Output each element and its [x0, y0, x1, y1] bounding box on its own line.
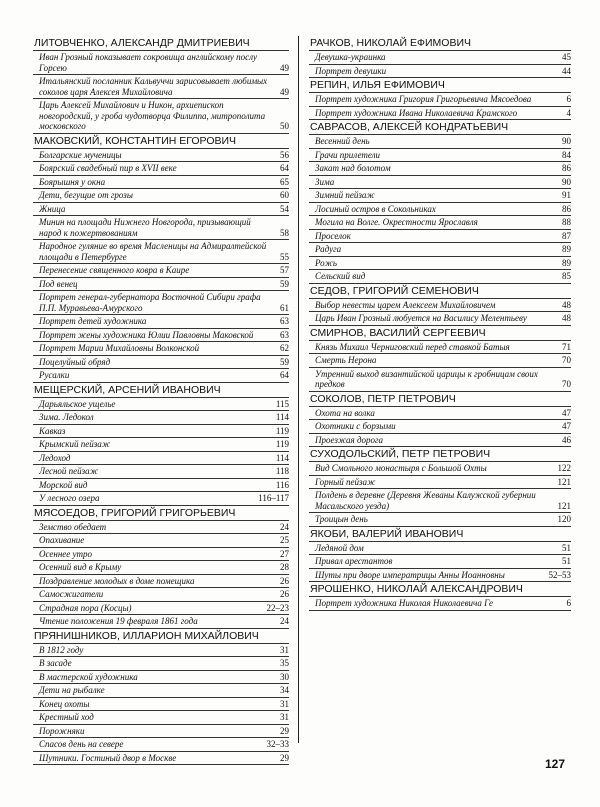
work-page-number: 54: [280, 203, 289, 214]
work-title: Зимний пейзаж: [315, 190, 375, 200]
list-item: [309, 461, 571, 475]
work-page-number: 89: [562, 244, 571, 254]
work-title: Боярский свадебный пир в XVII веке: [39, 163, 177, 173]
column-divider: [298, 36, 299, 743]
artist-entry: [33, 134, 289, 383]
work-title: Закат над болотом: [315, 163, 391, 173]
artist-entry: [33, 36, 289, 134]
artist-entry: [309, 527, 571, 583]
work-title: Сельский вид: [315, 271, 366, 281]
work-page-number: 25: [280, 535, 289, 545]
work-title: Морской вид: [39, 479, 88, 490]
list-item: [309, 406, 571, 420]
list-item: [309, 161, 571, 175]
work-title: Дети, бегущие от грозы: [39, 190, 133, 200]
list-item: [33, 215, 289, 239]
work-page-number: 59: [280, 278, 289, 289]
work-page-number: 56: [280, 149, 289, 160]
list-item: [33, 424, 289, 438]
work-page-number: 47: [562, 407, 571, 418]
list-item: [309, 269, 571, 284]
list-item: [309, 148, 571, 162]
work-page-number: 45: [562, 52, 571, 62]
work-page-number: 6: [566, 598, 571, 608]
work-page-number: 22–23: [266, 602, 289, 613]
work-title: Девушка-украинка: [315, 52, 386, 62]
work-page-number: 62: [280, 343, 289, 353]
work-title: Портрет художника Григория Григорьевича Мясоедова: [315, 94, 532, 104]
list-item: [33, 437, 289, 451]
list-item: [309, 419, 571, 433]
work-page-number: 31: [280, 698, 289, 709]
work-title: Смерть Нерона: [315, 355, 377, 365]
work-title: Дарьяльское ущелье: [39, 398, 116, 409]
list-item: [33, 175, 289, 189]
work-title: В мастерской художника: [39, 671, 138, 682]
work-page-number: 28: [280, 562, 289, 572]
list-item: [33, 50, 289, 74]
work-page-number: 52–53: [548, 569, 571, 580]
artist-entry: [309, 36, 571, 78]
work-title: Чтение положения 19 февраля 1861 года: [39, 616, 198, 626]
list-item: [309, 554, 571, 568]
works-list: [309, 340, 571, 392]
work-page-number: 59: [280, 356, 289, 367]
work-title: Поцелуйный обряд: [39, 356, 111, 367]
work-page-number: 90: [562, 176, 571, 187]
work-title: Лесной пейзаж: [39, 466, 99, 476]
work-title: Иван Грозный показывает сокровища английскому послу Горсею: [39, 52, 257, 73]
work-title: Грачи прилетели: [315, 149, 381, 160]
work-page-number: 26: [280, 575, 289, 586]
work-page-number: 49: [280, 86, 289, 97]
work-title: Народное гуляние во время Масленицы на Адмиралтейской площади в Петербурге: [39, 241, 267, 262]
work-page-number: 116: [275, 479, 289, 490]
page-number: 127: [545, 757, 566, 771]
list-item: [309, 568, 571, 583]
list-item: [33, 202, 289, 216]
work-page-number: 120: [557, 514, 571, 524]
work-page-number: 89: [562, 257, 571, 268]
work-title: В 1812 году: [39, 644, 84, 655]
work-page-number: 31: [280, 644, 289, 655]
list-item: [33, 737, 289, 751]
work-page-number: 64: [280, 163, 289, 173]
artist-name: МЯСОЕДОВ, ГРИГОРИЙ ГРИГОРЬЕВИЧ: [34, 506, 236, 519]
list-item: [33, 560, 289, 574]
list-item: [33, 74, 289, 98]
artist-name: ПРЯНИШНИКОВ, ИЛЛАРИОН МИХАЙЛОВИЧ: [34, 629, 259, 642]
work-title: Русалки: [39, 370, 70, 380]
list-item: [309, 50, 571, 64]
work-title: Радуга: [315, 244, 342, 254]
list-item: [33, 328, 289, 342]
artist-entry: [309, 326, 571, 392]
work-title: Шуты при дворе императрицы Анны Иоанновны: [315, 569, 505, 580]
artist-name: СУХОДОЛЬСКИЙ, ПЕТР ПЕТРОВИЧ: [310, 448, 491, 460]
work-title: Проселок: [315, 230, 351, 241]
work-page-number: 116–117: [258, 493, 289, 503]
work-page-number: 85: [562, 271, 571, 281]
list-item: [309, 367, 571, 392]
work-title: Под венец: [39, 278, 78, 289]
work-title: Конец охоты: [39, 698, 90, 709]
works-list: [309, 461, 571, 527]
work-page-number: 4: [566, 107, 571, 118]
list-item: [309, 488, 571, 512]
work-title: Шутники. Гостиный двор в Москве: [39, 752, 177, 763]
list-item: [33, 520, 289, 534]
artist-name: МАКОВСКИЙ, КОНСТАНТИН ЕГОРОВИЧ: [34, 134, 237, 147]
work-title: Перенесение священного ковра в Каире: [39, 265, 190, 275]
work-page-number: 24: [280, 521, 289, 532]
list-item: [33, 574, 289, 588]
list-item: [309, 353, 571, 367]
list-item: [309, 215, 571, 229]
list-item: [33, 355, 289, 369]
work-page-number: 51: [562, 556, 571, 566]
artist-name: РАЧКОВ, НИКОЛАЙ ЕФИМОВИЧ: [310, 37, 472, 49]
artist-name: РЕПИН, ИЛЬЯ ЕФИМОВИЧ: [310, 79, 445, 91]
list-item: [33, 410, 289, 424]
list-item: [33, 368, 289, 383]
artist-name: СОКОЛОВ, ПЕТР ПЕТРОВИЧ: [310, 392, 456, 405]
list-item: [33, 239, 289, 263]
artist-name: МЕЩЕРСКИЙ, АРСЕНИЙ ИВАНОВИЧ: [34, 383, 221, 396]
work-title: Земство обедает: [39, 521, 107, 532]
work-page-number: 27: [280, 548, 289, 559]
work-page-number: 47: [562, 421, 571, 431]
index-column-left: [33, 36, 289, 765]
artist-name: СМИРНОВ, ВАСИЛИЙ СЕРГЕЕВИЧ: [310, 326, 486, 339]
list-item: [33, 614, 289, 629]
work-title: У лесного озера: [39, 493, 100, 503]
work-page-number: 34: [280, 685, 289, 695]
list-item: [309, 512, 571, 527]
list-item: [33, 751, 289, 766]
work-title: Привал арестантов: [315, 556, 393, 566]
work-title: Портрет детей художника: [39, 316, 147, 326]
list-item: [33, 697, 289, 711]
artist-entry: [309, 284, 571, 326]
work-page-number: 44: [562, 65, 571, 76]
artist-entry: [309, 582, 571, 611]
artist-name: СЕДОВ, ГРИГОРИЙ СЕМЕНОВИЧ: [310, 284, 479, 297]
work-title: Кавказ: [39, 425, 66, 436]
work-page-number: 114: [275, 412, 289, 422]
work-page-number: 121: [557, 476, 571, 487]
work-page-number: 121: [557, 500, 571, 511]
work-page-number: 26: [280, 589, 289, 599]
work-title: Весенний день: [315, 136, 370, 146]
work-title: Полдень в деревне (Деревня Жеваны Калужской губернии Масальского уезда): [315, 490, 536, 511]
work-title: Князь Михаил Черниговский перед ставкой Батыя: [315, 341, 510, 352]
work-page-number: 58: [280, 227, 289, 238]
list-item: [33, 643, 289, 657]
work-title: Охотники с борзыми: [315, 421, 396, 431]
work-page-number: 118: [275, 466, 289, 476]
work-page-number: 87: [562, 230, 571, 241]
work-page-number: 71: [562, 341, 571, 352]
artist-entry: [309, 120, 571, 284]
work-page-number: 119: [275, 425, 289, 436]
work-page-number: 31: [280, 712, 289, 722]
artist-name: ЯРОШЕНКО, НИКОЛАЙ АЛЕКСАНДРОВИЧ: [310, 583, 523, 595]
list-item: [309, 340, 571, 354]
work-title: Выбор невесты царем Алексеем Михайловичем: [315, 299, 496, 310]
list-item: [309, 256, 571, 270]
list-item: [33, 290, 289, 314]
work-page-number: 55: [280, 251, 289, 262]
list-item: [309, 92, 571, 106]
list-item: [33, 683, 289, 697]
list-item: [33, 263, 289, 277]
artist-entry: [33, 506, 289, 629]
works-list: [309, 50, 571, 78]
artist-entry: [33, 383, 289, 506]
list-item: [309, 475, 571, 489]
work-title: Проезжая дорога: [315, 434, 384, 445]
list-item: [33, 148, 289, 162]
work-page-number: 48: [562, 299, 571, 310]
work-title: Троицын день: [315, 514, 368, 524]
work-title: Вид Смольного монастыря с Большой Охты: [315, 463, 487, 473]
list-item: [33, 188, 289, 202]
list-item: [309, 242, 571, 256]
list-item: [309, 229, 571, 243]
works-list: [33, 397, 289, 506]
work-page-number: 70: [562, 355, 571, 365]
list-item: [33, 464, 289, 478]
works-list: [33, 520, 289, 629]
work-title: Итальянский посланник Кальвуччи зарисовывает любимых соколов царя Алексея Михайловича: [39, 76, 268, 97]
work-title: Жница: [39, 203, 66, 214]
work-title: Рожь: [315, 257, 337, 268]
list-item: [309, 202, 571, 216]
work-title: Крестный ход: [39, 712, 94, 722]
work-title: Царь Иван Грозный любуется на Василису Мелентьеву: [315, 313, 527, 323]
work-page-number: 57: [280, 265, 289, 275]
work-title: Спасов день на севере: [39, 739, 124, 749]
work-page-number: 84: [562, 149, 571, 160]
list-item: [33, 533, 289, 547]
list-item: [33, 314, 289, 328]
work-page-number: 32–33: [266, 739, 289, 749]
work-title: Портрет генерал-губернатора Восточной Сибири графа П.П. Муравьева-Амурского: [39, 292, 261, 313]
work-page-number: 63: [280, 329, 289, 340]
list-item: [33, 656, 289, 670]
work-page-number: 122: [557, 463, 571, 473]
artist-name: ЛИТОВЧЕНКО, АЛЕКСАНДР ДМИТРИЕВИЧ: [34, 37, 250, 49]
work-page-number: 114: [275, 452, 289, 463]
work-page-number: 119: [275, 439, 289, 449]
list-item: [309, 64, 571, 79]
work-page-number: 86: [562, 203, 571, 214]
work-page-number: 46: [562, 434, 571, 445]
work-page-number: 91: [562, 190, 571, 200]
list-item: [33, 397, 289, 411]
index-column-right: [309, 36, 571, 611]
work-page-number: 50: [280, 121, 289, 131]
artist-entry: [309, 78, 571, 120]
artist-entry: [33, 629, 289, 766]
list-item: [33, 724, 289, 738]
work-title: В засаде: [39, 658, 72, 668]
work-title: Страдная пора (Косцы): [39, 602, 132, 613]
list-item: [33, 341, 289, 355]
work-page-number: 49: [280, 62, 289, 73]
work-title: Порожняки: [39, 725, 85, 736]
artist-entry: [309, 392, 571, 448]
list-item: [33, 601, 289, 615]
works-list: [33, 50, 289, 134]
works-list: [309, 134, 571, 284]
work-title: Утренний выход византийской царицы к гробницам своих предков: [315, 368, 538, 389]
work-page-number: 70: [562, 379, 571, 389]
work-page-number: 64: [280, 370, 289, 380]
work-page-number: 88: [562, 217, 571, 227]
work-page-number: 29: [280, 725, 289, 736]
work-title: Лосиный остров в Сокольниках: [315, 203, 436, 214]
work-title: Портрет жены художника Юлии Павловны Маковской: [39, 329, 254, 340]
list-item: [33, 451, 289, 465]
work-page-number: 24: [280, 616, 289, 626]
work-page-number: 30: [280, 671, 289, 682]
list-item: [309, 541, 571, 555]
work-page-number: 63: [280, 316, 289, 326]
work-title: Поздравление молодых в доме помещика: [39, 575, 195, 586]
work-title: Минин на площади Нижнего Новгорода, призывающий народ к пожертвованиям: [39, 217, 251, 238]
work-page-number: 60: [280, 190, 289, 200]
work-page-number: 35: [280, 658, 289, 668]
work-title: Зима. Ледокол: [39, 412, 94, 422]
work-page-number: 65: [280, 176, 289, 187]
work-title: Осенний вид в Крыму: [39, 562, 122, 572]
work-title: Портрет художника Ивана Николаевича Крамского: [315, 107, 518, 118]
list-item: [309, 311, 571, 326]
list-item: [309, 298, 571, 312]
work-page-number: 90: [562, 136, 571, 146]
work-title: Портрет Марии Михайловны Волконской: [39, 343, 200, 353]
works-list: [33, 148, 289, 383]
artist-name: ЯКОБИ, ВАЛЕРИЙ ИВАНОВИЧ: [310, 527, 464, 540]
works-list: [33, 643, 289, 766]
work-title: Боярышня у окна: [39, 176, 106, 187]
work-page-number: 86: [562, 163, 571, 173]
works-list: [309, 596, 571, 611]
work-page-number: 115: [275, 398, 289, 409]
work-title: Осеннее утро: [39, 548, 93, 559]
work-title: Дети на рыбалке: [39, 685, 105, 695]
works-list: [309, 406, 571, 448]
work-title: Охота на волка: [315, 407, 375, 418]
work-title: Портрет девушки: [315, 65, 387, 76]
list-item: [33, 277, 289, 291]
list-item: [309, 188, 571, 202]
works-list: [309, 92, 571, 120]
work-title: Могила на Волге. Окрестности Ярославля: [315, 217, 478, 227]
works-list: [309, 541, 571, 583]
work-page-number: 61: [280, 302, 289, 313]
list-item: [309, 175, 571, 189]
work-page-number: 51: [562, 542, 571, 553]
work-page-number: 48: [562, 313, 571, 323]
list-item: [309, 433, 571, 448]
list-item: [33, 98, 289, 134]
work-title: Зима: [315, 176, 335, 187]
work-title: Царь Алексей Михайлович и Никон, архиепископ новгородский, у гроба чудотворца Филиппа, митрополита московского: [39, 100, 266, 131]
work-title: Портрет художника Николая Николаевича Ге: [315, 598, 493, 608]
work-title: Крымский пейзаж: [39, 439, 111, 449]
work-page-number: 6: [566, 94, 571, 104]
work-title: Ледоход: [39, 452, 71, 463]
list-item: [33, 710, 289, 724]
work-title: Горный пейзаж: [315, 476, 376, 487]
work-title: Самосжигатели: [39, 589, 104, 599]
artist-name: САВРАСОВ, АЛЕКСЕЙ КОНДРАТЬЕВИЧ: [310, 121, 509, 133]
work-title: Опахивание: [39, 535, 85, 545]
work-page-number: 29: [280, 752, 289, 763]
list-item: [33, 547, 289, 561]
work-title: Ледяной дом: [315, 542, 364, 553]
list-item: [33, 161, 289, 175]
work-title: Болгарские мученицы: [39, 149, 122, 160]
artist-entry: [309, 447, 571, 527]
list-item: [309, 134, 571, 148]
works-list: [309, 298, 571, 326]
list-item: [33, 478, 289, 492]
list-item: [309, 596, 571, 611]
list-item: [33, 587, 289, 601]
list-item: [33, 491, 289, 506]
list-item: [309, 106, 571, 121]
list-item: [33, 670, 289, 684]
